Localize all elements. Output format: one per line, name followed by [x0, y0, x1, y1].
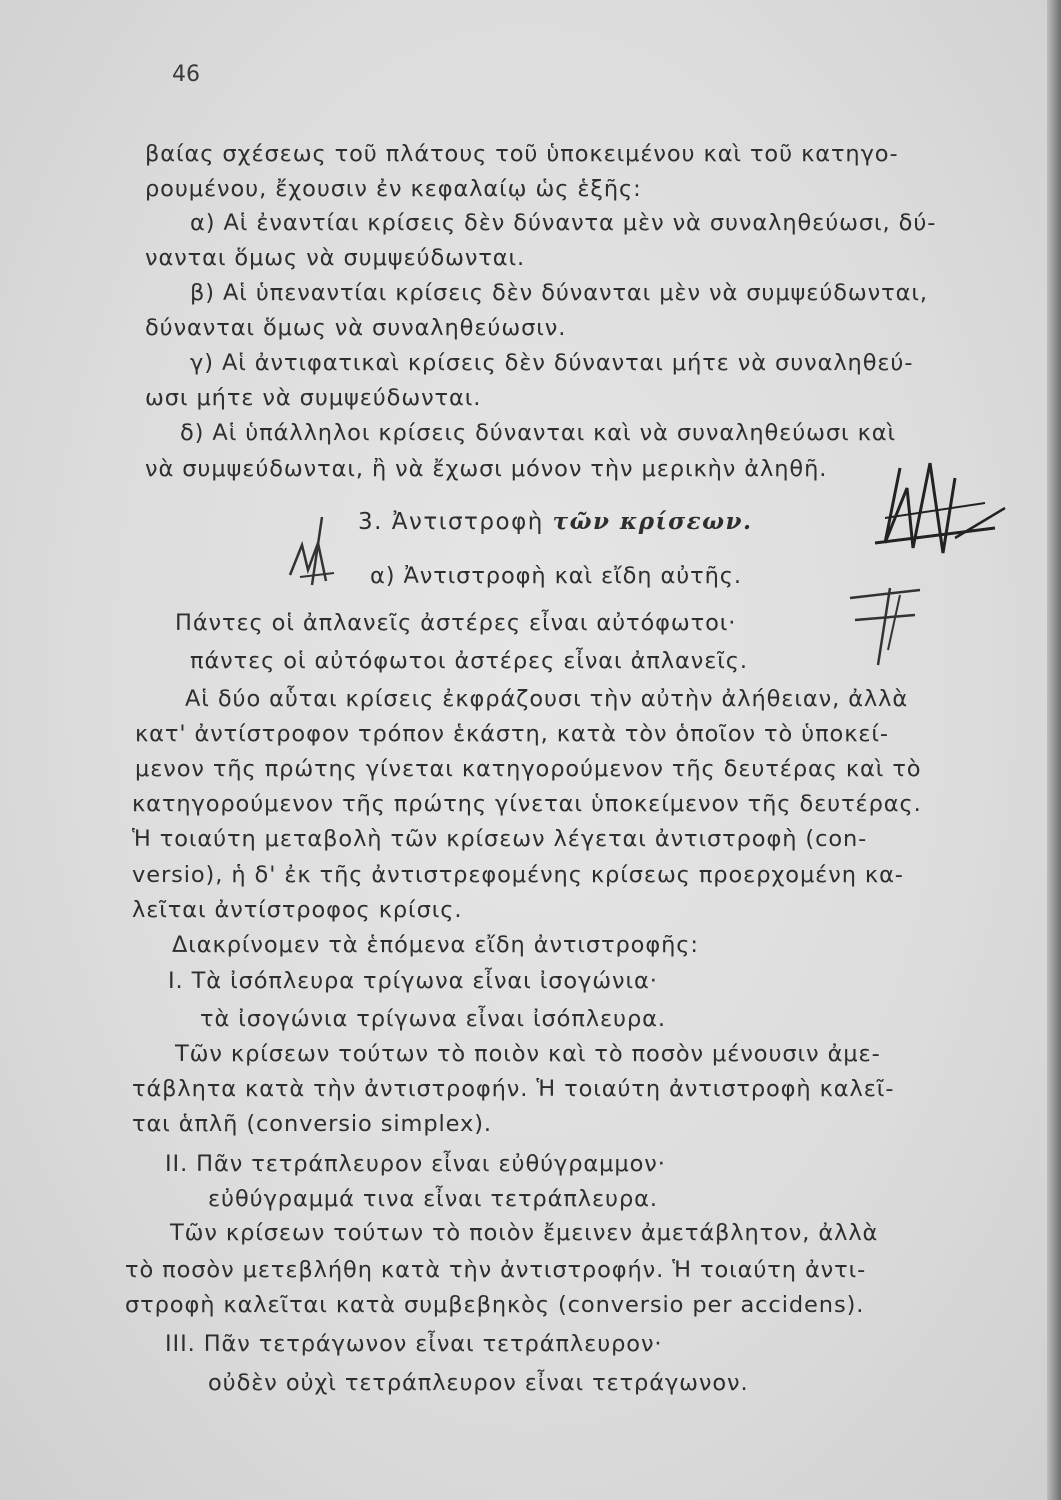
text-line: II. Πᾶν τετράπλευρον εἶναι εὐθύγραμμον· [165, 1151, 666, 1177]
text-line: Ἡ τοιαύτη μεταβολὴ τῶν κρίσεων λέγεται ἀντιστροφὴ (con- [132, 826, 868, 852]
section-number: 3. [358, 509, 383, 535]
text-line: μενον τῆς πρώτης γίνεται κατηγορούμενον τῆς δευτέρας καὶ τὸ [135, 756, 922, 782]
page-number: 46 [172, 62, 200, 87]
text-line: νὰ συμψεύδωνται, ἢ νὰ ἔχωσι μόνον τὴν μερικὴν ἀληθῆ. [145, 456, 828, 482]
text-line: Τῶν κρίσεων τούτων τὸ ποιὸν καὶ τὸ ποσὸν μένουσιν ἀμε- [175, 1041, 881, 1067]
text-line: τὸ ποσὸν μετεβλήθη κατὰ τὴν ἀντιστροφήν. Ἡ τοιαύτη ἀντι- [125, 1257, 867, 1283]
text-line: στροφὴ καλεῖται κατὰ συμβεβηκὸς (conversio per accidens). [125, 1292, 865, 1318]
text-line: τάβλητα κατὰ τὴν ἀντιστροφήν. Ἡ τοιαύτη ἀντιστροφὴ καλεῖ- [132, 1076, 895, 1102]
text-line: III. Πᾶν τετράγωνον εἶναι τετράπλευρον· [165, 1331, 663, 1357]
section-title-plain: Ἀντιστροφὴ [391, 509, 544, 535]
text-line: Διακρίνομεν τὰ ἑπόμενα εἴδη ἀντιστροφῆς: [172, 932, 699, 958]
text-line: λεῖται ἀντίστροφος κρίσις. [132, 897, 463, 923]
text-line: βαίας σχέσεως τοῦ πλάτους τοῦ ὑποκειμένου καὶ τοῦ κατηγο- [145, 141, 899, 167]
text-line: versio), ἡ δ' ἐκ τῆς ἀντιστρεφομένης κρίσεως προερχομένη κα- [132, 862, 904, 888]
text-line: Αἱ δύο αὗται κρίσεις ἐκφράζουσι τὴν αὐτὴν ἀλήθειαν, ἀλλὰ [185, 686, 909, 712]
text-line: τὰ ἰσογώνια τρίγωνα εἶναι ἰσόπλευρα. [200, 1006, 666, 1032]
text-line: I. Τὰ ἰσόπλευρα τρίγωνα εἶναι ἰσογώνια· [168, 968, 658, 994]
pencil-signature-mark [855, 448, 1015, 568]
text-line: γ) Αἱ ἀντιφατικαὶ κρίσεις δὲν δύνανται μήτε νὰ συναληθεύ- [190, 350, 914, 376]
text-line: α) Αἱ ἐναντίαι κρίσεις δὲν δύναντα μὲν νὰ συναληθεύωσι, δύ- [190, 210, 937, 236]
text-line: β) Αἱ ὑπεναντίαι κρίσεις δὲν δύνανται μὲν νὰ συμψεύδωνται, [190, 280, 928, 306]
text-line: κατηγορούμενον τῆς πρώτης γίνεται ὑποκείμενον τῆς δευτέρας. [132, 791, 922, 817]
text-line: οὐδὲν οὐχὶ τετράπλευρον εἶναι τετράγωνον. [208, 1370, 749, 1396]
pencil-cross-mark [840, 580, 930, 670]
subheading: α) Ἀντιστροφὴ καὶ εἴδη αὐτῆς. [370, 563, 742, 589]
text-line: κατ' ἀντίστροφον τρόπον ἑκάστη, κατὰ τὸν ὁποῖον τὸ ὑποκεί- [135, 721, 889, 747]
text-line: ται ἁπλῆ (conversio simplex). [132, 1111, 492, 1137]
text-line: δύνανται ὅμως νὰ συναληθεύωσιν. [145, 315, 567, 341]
text-line: Τῶν κρίσεων τούτων τὸ ποιὸν ἔμεινεν ἀμετάβλητον, ἀλλὰ [170, 1220, 879, 1246]
section-title-emphasis: τῶν κρίσεων. [552, 508, 753, 535]
pencil-scribble-mark [282, 515, 352, 595]
text-line: ρουμένου, ἔχουσιν ἐν κεφαλαίῳ ὡς ἑξῆς: [145, 176, 642, 202]
text-line: δ) Αἱ ὑπάλληλοι κρίσεις δύνανται καὶ νὰ συναληθεύωσι καὶ [180, 420, 897, 446]
text-line: πάντες οἱ αὐτόφωτοι ἀστέρες εἶναι ἀπλανεῖς. [190, 648, 748, 674]
text-line: εὐθύγραμμά τινα εἶναι τετράπλευρα. [208, 1186, 658, 1212]
text-line: ωσι μήτε νὰ συμψεύδωνται. [145, 385, 482, 411]
text-line: νανται ὅμως νὰ συμψεύδωνται. [145, 245, 526, 271]
text-line: Πάντες οἱ ἀπλανεῖς ἀστέρες εἶναι αὐτόφωτοι· [175, 610, 737, 636]
page-gutter-shadow [1047, 0, 1061, 1500]
section-heading [358, 510, 752, 534]
